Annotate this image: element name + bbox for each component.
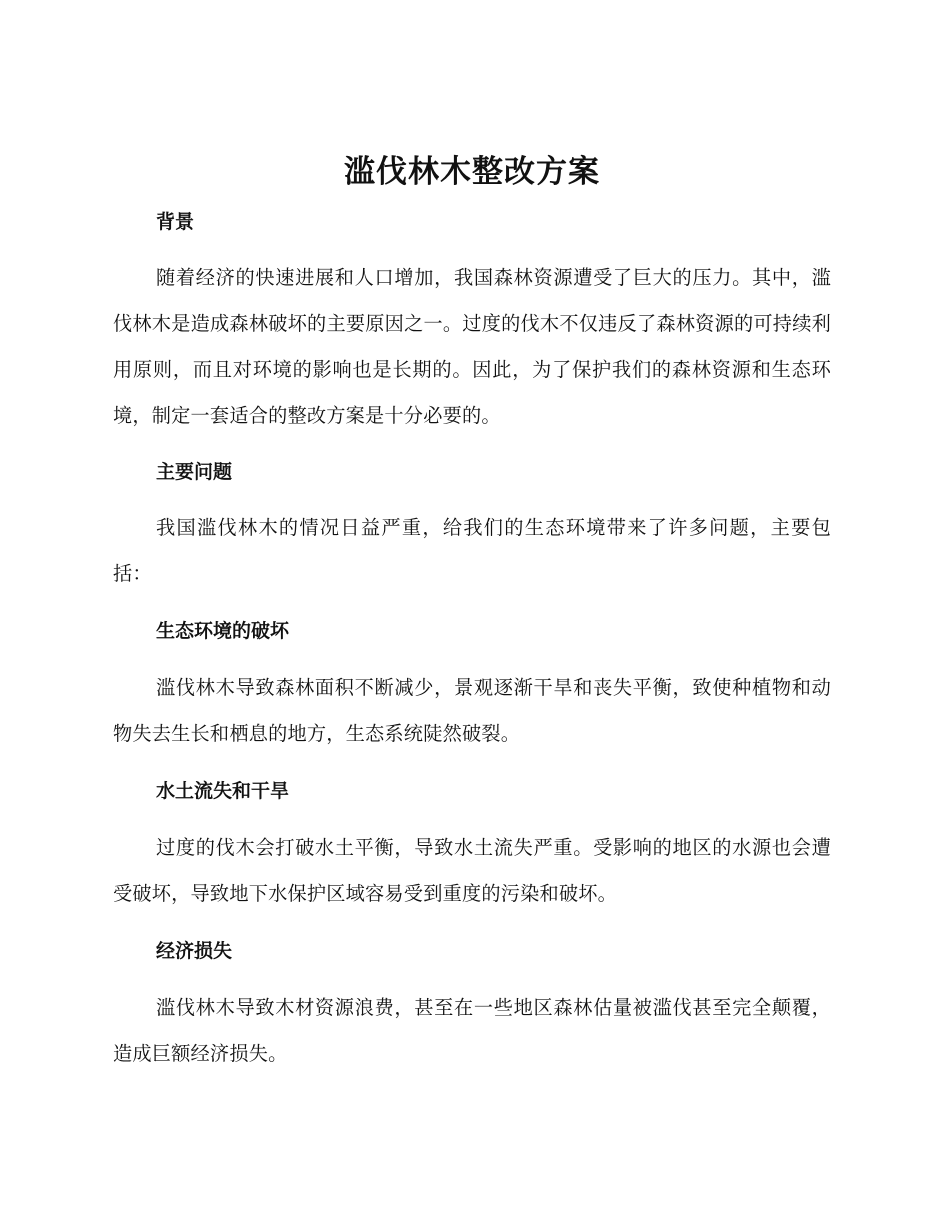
section-heading-background: 背景 [156,211,195,233]
section-heading-ecological-damage: 生态环境的破坏 [156,620,290,642]
section-body-economic-loss: 滥伐林木导致木材资源浪费，甚至在一些地区森林估量被滥伐甚至完全颠覆，造成巨额经济损失。 [113,996,831,1065]
section-body-ecological-damage: 滥伐林木导致森林面积不断减少，景观逐渐干旱和丧失平衡，致使种植物和动物失去生长和栖息的地方，生态系统陡然破裂。 [113,676,831,745]
section-heading-soil-erosion: 水土流失和干旱 [156,780,290,802]
document-title: 滥伐林木整改方案 [344,154,600,190]
section-heading-economic-loss: 经济损失 [156,940,233,962]
section-body-background: 随着经济的快速进展和人口增加，我国森林资源遭受了巨大的压力。其中，滥伐林木是造成森林破坏的主要原因之一。过度的伐木不仅违反了森林资源的可持续利用原则，而且对环境的影响也是长期的。因此，为了保护我们的森林资源和生态环境，制定一套适合的整改方案是十分必要的。 [113,266,831,427]
section-body-main-issues: 我国滥伐林木的情况日益严重，给我们的生态环境带来了许多问题，主要包括： [113,516,831,585]
section-heading-main-issues: 主要问题 [156,461,233,483]
section-body-soil-erosion: 过度的伐木会打破水土平衡，导致水土流失严重。受影响的地区的水源也会遭受破坏，导致地下水保护区域容易受到重度的污染和破坏。 [113,836,831,905]
